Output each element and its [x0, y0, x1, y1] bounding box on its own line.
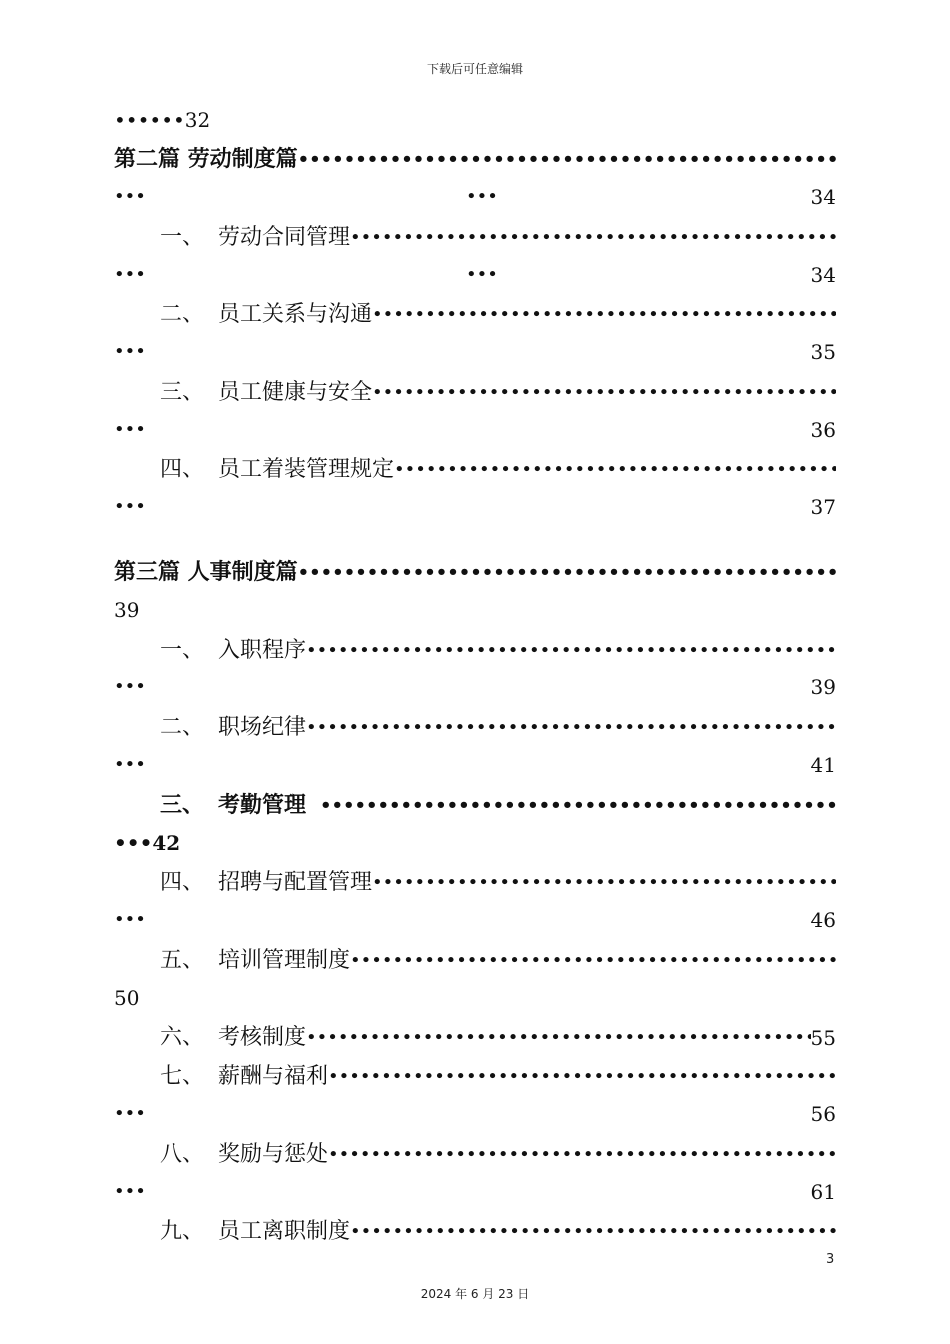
toc-page-number: ••••••32: [114, 108, 211, 132]
dot-leader: •••: [114, 1181, 146, 1202]
toc-entry[interactable]: [114, 1022, 836, 1052]
page-header: 下载后可任意编辑: [426, 62, 523, 76]
dot-leader: •••: [114, 676, 146, 697]
toc-continuation: [114, 106, 836, 136]
toc-continuation: [114, 751, 836, 781]
toc-entry[interactable]: [114, 1139, 836, 1169]
toc-entry-title: 考勤管理: [218, 793, 307, 818]
toc-page-number: 61: [810, 1180, 836, 1204]
toc-entry-number: 四、: [160, 457, 205, 482]
toc-entry-number: 一、: [160, 225, 205, 250]
toc-entry-number: 四、: [160, 870, 205, 895]
dot-leader: •••: [114, 419, 146, 440]
toc-entry-title: 职场纪律: [218, 715, 307, 740]
toc-entry-title: 员工健康与安全: [218, 380, 373, 405]
toc-entry-title: 员工着装管理规定: [218, 457, 395, 482]
dot-leader: [372, 379, 836, 407]
dot-leader: [298, 146, 836, 174]
toc-entry[interactable]: [114, 945, 836, 975]
toc-page-number: 34: [810, 263, 836, 287]
toc-entry-number: 三、: [160, 793, 205, 818]
dot-leader: •••: [466, 186, 498, 207]
toc-continuation: [114, 906, 836, 936]
toc-entry-title: 劳动合同管理: [218, 225, 351, 250]
dot-leader: •••: [114, 754, 146, 775]
toc-entry[interactable]: [114, 712, 836, 742]
toc-continuation: [114, 183, 836, 213]
toc-entry[interactable]: [114, 377, 836, 407]
toc-continuation: [114, 829, 836, 859]
toc-entry[interactable]: [114, 454, 836, 484]
toc-page-number: 55: [810, 1026, 836, 1050]
toc-entry[interactable]: [114, 299, 836, 329]
dot-leader: [394, 456, 836, 484]
toc-continuation: [114, 261, 836, 291]
dot-leader: [372, 301, 836, 329]
dot-leader: •••: [114, 341, 146, 362]
dot-leader: •••: [114, 909, 146, 930]
toc-page-number: 56: [810, 1102, 836, 1126]
dot-leader: [350, 1218, 836, 1246]
toc-page-number: •••42: [114, 831, 181, 855]
toc-entry-title: 考核制度: [218, 1025, 307, 1050]
toc-entry-number: 八、: [160, 1142, 205, 1167]
toc-continuation: [114, 673, 836, 703]
toc-entry[interactable]: [114, 790, 836, 820]
toc-page-number: 46: [810, 908, 836, 932]
toc-entry-number: 二、: [160, 715, 205, 740]
toc-part-heading[interactable]: [114, 144, 836, 174]
toc-entry[interactable]: [114, 1216, 836, 1246]
toc-entry-title: 入职程序: [218, 638, 307, 663]
toc-page-number: 36: [810, 418, 836, 442]
dot-leader: •••: [114, 496, 146, 517]
toc-entry-number: 七、: [160, 1064, 205, 1089]
toc-entry[interactable]: [114, 222, 836, 252]
toc-continuation: [114, 493, 836, 523]
toc-part-heading[interactable]: [114, 557, 836, 587]
toc-page-number: 35: [810, 340, 836, 364]
toc-entry-number: 二、: [160, 302, 205, 327]
toc-entry[interactable]: [114, 635, 836, 665]
toc-entry-title: 员工关系与沟通: [218, 302, 373, 327]
toc-continuation: [114, 338, 836, 368]
toc-entry-number: 三、: [160, 380, 205, 405]
toc-continuation: [114, 1178, 836, 1208]
toc-continuation: [114, 1100, 836, 1130]
dot-leader: [306, 714, 836, 742]
toc-page-number: 50: [114, 986, 140, 1010]
toc-continuation: [114, 416, 836, 446]
toc-page-number: 34: [810, 185, 836, 209]
toc-page-number: 39: [810, 675, 836, 699]
dot-leader: [306, 1024, 811, 1052]
dot-leader: •••: [466, 264, 498, 285]
dot-leader: [350, 947, 836, 975]
dot-leader: [306, 637, 836, 665]
dot-leader: [320, 792, 836, 820]
toc-page-number: 39: [114, 598, 140, 622]
dot-leader: •••: [114, 264, 146, 285]
toc-entry-title: 薪酬与福利: [218, 1064, 329, 1089]
dot-leader: [350, 224, 836, 252]
toc-entry-number: 六、: [160, 1025, 205, 1050]
dot-leader: •••: [114, 1103, 146, 1124]
toc-part-title: 第三篇 人事制度篇: [114, 560, 298, 585]
footer-date: 2024 年 6 月 23 日: [420, 1287, 530, 1301]
dot-leader: [328, 1063, 836, 1091]
toc-continuation: [114, 984, 836, 1014]
toc-entry-number: 九、: [160, 1219, 205, 1244]
toc-entry-title: 招聘与配置管理: [218, 870, 373, 895]
page-number: 3: [826, 1252, 835, 1267]
toc-part-title: 第二篇 劳动制度篇: [114, 147, 298, 172]
dot-leader: [298, 559, 836, 587]
toc-entry[interactable]: [114, 1061, 836, 1091]
toc-continuation: [114, 596, 836, 626]
toc-entry-title: 培训管理制度: [218, 948, 351, 973]
dot-leader: [372, 869, 836, 897]
toc-entry-title: 员工离职制度: [218, 1219, 351, 1244]
toc-entry-number: 五、: [160, 948, 205, 973]
dot-leader: [328, 1141, 836, 1169]
toc-entry[interactable]: [114, 867, 836, 897]
dot-leader: •••: [114, 186, 146, 207]
toc-page-number: 37: [810, 495, 836, 519]
toc-entry-number: 一、: [160, 638, 205, 663]
toc-entry-title: 奖励与惩处: [218, 1142, 329, 1167]
toc-page-number: 41: [810, 753, 836, 777]
